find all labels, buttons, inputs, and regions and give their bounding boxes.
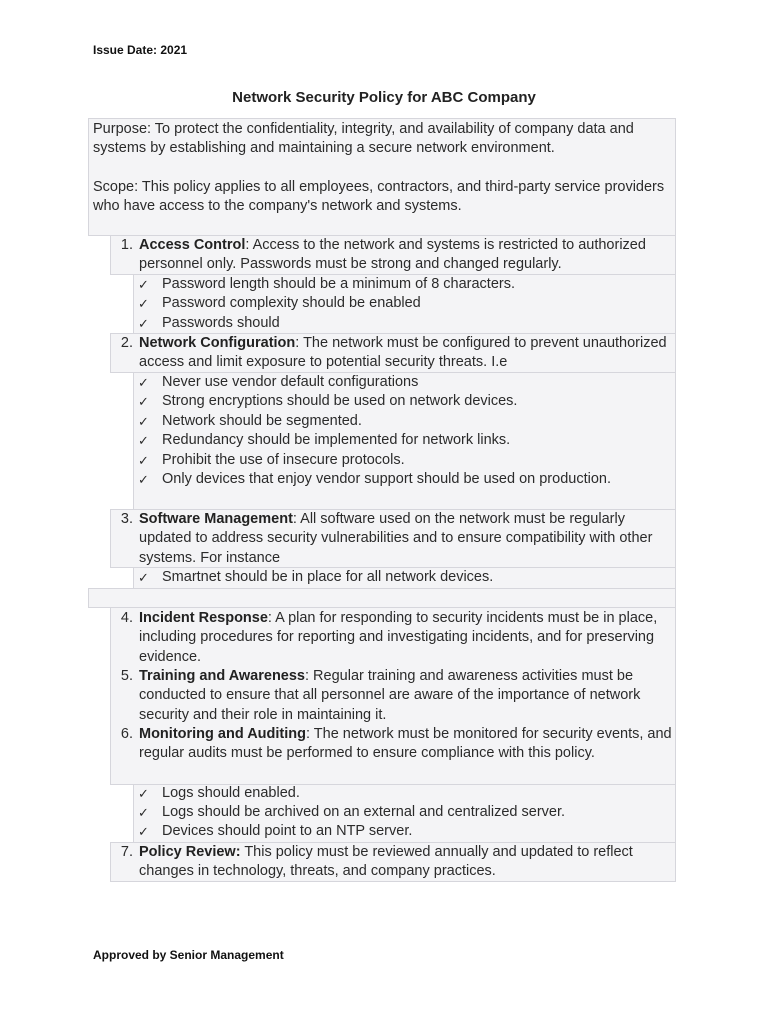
- item-number: 2.: [120, 335, 133, 351]
- checkmark-icon: ✓: [138, 570, 149, 585]
- item-number: 5.: [120, 668, 133, 684]
- checkmark-icon: ✓: [138, 375, 149, 390]
- checkmark-icon: ✓: [138, 296, 149, 311]
- item-text: : All software used on the network must be regularly updated to address security vulnerabilities and to ensure compatibility with other systems. For instance: [139, 511, 653, 566]
- approval-footer: Approved by Senior Management: [93, 948, 284, 962]
- item-number: 1.: [120, 237, 133, 253]
- checkmark-icon: ✓: [138, 277, 149, 292]
- item-text: : A plan for responding to security incidents must be in place, including procedures for reporting and investigating incidents, and for preserving evidence.: [139, 610, 658, 665]
- item-number: 6.: [120, 726, 133, 742]
- issue-date: Issue Date: 2021: [93, 43, 188, 57]
- checkmark-icon: ✓: [138, 394, 149, 409]
- item-label: Monitoring and Auditing: [139, 726, 306, 742]
- item-text: : Access to the network and systems is restricted to authorized personnel only. Passwords must be strong and changed regularly.: [139, 237, 646, 273]
- item-label: Network Configuration: [139, 335, 296, 351]
- item-number: 4.: [120, 610, 133, 626]
- checkmark-icon: ✓: [138, 433, 149, 448]
- item-label: Incident Response: [139, 610, 268, 626]
- checkmark-icon: ✓: [138, 316, 149, 331]
- item-label: Software Management: [139, 511, 293, 527]
- checkmark-icon: ✓: [138, 824, 149, 839]
- purpose-text: Purpose: To protect the confidentiality, integrity, and availability of company data and systems by establishing and maintaining a secure network environment.: [93, 121, 634, 157]
- item-label: Training and Awareness: [139, 668, 305, 684]
- item-text: : Regular training and awareness activities must be conducted to ensure that all personnel are aware of the importance of network security and their role in maintaining it.: [139, 668, 641, 723]
- item-text: : The network must be monitored for security events, and regular audits must be performed to ensure compliance with this policy.: [139, 726, 672, 762]
- checkmark-icon: ✓: [138, 805, 149, 820]
- checkmark-icon: ✓: [138, 414, 149, 429]
- item-number: 7.: [120, 844, 133, 860]
- item-text: : The network must be configured to prevent unauthorized access and limit exposure to potential security threats. I.e: [139, 335, 667, 371]
- item-number: 3.: [120, 511, 133, 527]
- document-title: Network Security Policy for ABC Company: [232, 89, 536, 106]
- checkmark-icon: ✓: [138, 453, 149, 468]
- checkmark-icon: ✓: [138, 472, 149, 487]
- spacer-row: [88, 588, 676, 608]
- scope-text: Scope: This policy applies to all employees, contractors, and third-party service providers who have access to the company's network and systems.: [93, 179, 665, 215]
- item-label: Access Control: [139, 237, 246, 253]
- item-text: This policy must be reviewed annually and updated to reflect changes in technology, threats, and company practices.: [139, 844, 633, 880]
- item-label: Policy Review:: [139, 844, 241, 860]
- checkmark-icon: ✓: [138, 786, 149, 801]
